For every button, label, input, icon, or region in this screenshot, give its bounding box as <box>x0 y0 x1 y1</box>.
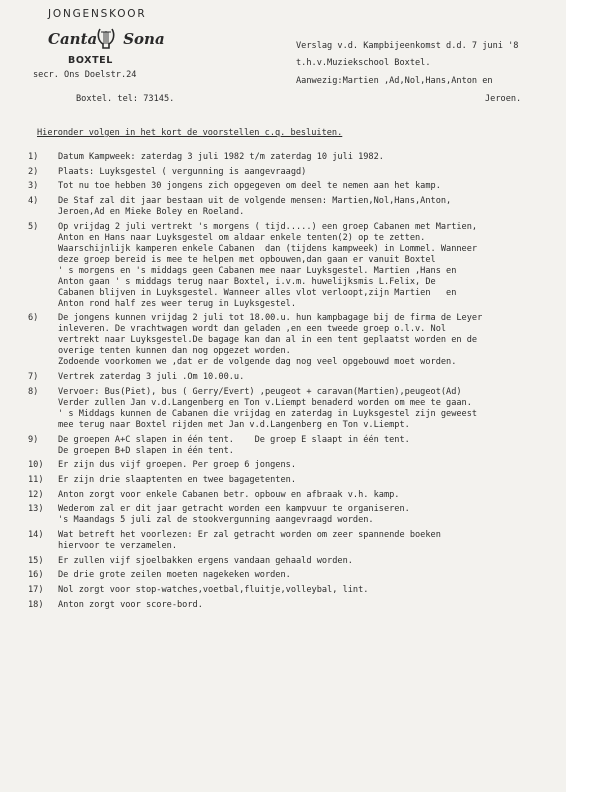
list-item <box>28 222 560 310</box>
item-line: Plaats: Luyksgestel ( vergunning is aangevraagd) <box>58 166 307 177</box>
list-item <box>28 530 560 552</box>
item-line: Wat betreft het voorlezen: Er zal getracht worden om zeer spannende boeken <box>58 529 441 540</box>
attendees-line: Aanwezig:Martien ,Ad,Nol,Hans,Anton en <box>296 76 493 86</box>
item-text <box>58 152 560 163</box>
secretary-address: secr. Ons Doelstr.24 <box>33 70 137 80</box>
item-line: Er zijn drie slaaptenten en twee bagagetenten. <box>58 474 296 485</box>
item-number: 13) <box>28 504 44 515</box>
item-text <box>58 181 560 192</box>
item-text <box>58 475 560 486</box>
item-number: 14) <box>28 529 44 540</box>
item-text <box>58 196 560 218</box>
item-number: 17) <box>28 585 44 595</box>
item-line: Wederom zal er dit jaar getracht worden een kampvuur te organiseren. <box>58 504 410 515</box>
item-number: 12) <box>28 489 44 500</box>
item-line: deze groep bereid is mee te helpen met opbouwen,dan gaan er vanuit Boxtel <box>58 254 436 265</box>
item-line: De Staf zal dit jaar bestaan uit de volgende mensen: Martien,Nol,Hans,Anton, <box>58 196 452 207</box>
list-item <box>28 556 560 567</box>
item-text <box>58 585 560 596</box>
list-item <box>28 167 560 178</box>
item-line: Anton rond half zes weer terug in Luyksgestel. <box>58 298 296 309</box>
list-item <box>28 313 560 368</box>
list-item <box>28 196 560 218</box>
item-number: 7) <box>28 372 39 383</box>
list-item <box>28 152 560 163</box>
phone-number: Boxtel. tel: 73145. <box>76 94 175 104</box>
list-item <box>28 504 560 526</box>
list-item <box>28 181 560 192</box>
item-line: Verder zullen Jan v.d.Langenberg en Ton v.Liempt benaderd worden om mee te gaan. <box>58 397 472 408</box>
item-number: 8) <box>28 386 39 397</box>
item-line: Anton zorgt voor score-bord. <box>58 599 203 610</box>
item-text <box>58 222 560 310</box>
item-text <box>58 600 560 611</box>
item-line: Zodoende voorkomen we ,dat er de volgende dag nog veel opgebouwd moet worden. <box>58 357 457 368</box>
item-line: Datum Kampweek: zaterdag 3 juli 1982 t/m zaterdag 10 juli 1982. <box>58 152 384 162</box>
item-text <box>58 372 560 383</box>
item-line: De groepen A+C slapen in één tent. De groep E slaapt in één tent. <box>58 434 410 445</box>
list-item <box>28 490 560 501</box>
attendees-continued: Jeroen. <box>485 94 522 104</box>
list-item <box>28 387 560 431</box>
report-location: t.h.v.Muziekschool Boxtel. <box>296 58 431 68</box>
list-item <box>28 585 560 596</box>
choir-name: JONGENSKOOR <box>48 8 147 20</box>
item-text <box>58 530 560 552</box>
item-text <box>58 490 560 501</box>
item-line: Nol zorgt voor stop-watches,voetbal,fluitje,volleybal, lint. <box>58 585 369 595</box>
item-text <box>58 570 560 581</box>
item-line: Anton gaan ' s middags terug naar Boxtel, i.v.m. huwelijksmis L.Felix, De <box>58 276 436 287</box>
item-number: 11) <box>28 474 44 485</box>
item-line: Waarschijnlijk kamperen enkele Cabanen dan (tijdens kampweek) in Lommel. Wanneer <box>58 243 478 254</box>
list-item <box>28 372 560 383</box>
item-number: 9) <box>28 434 39 445</box>
logo-word-canta: Canta <box>48 30 98 48</box>
item-line: Er zullen vijf sjoelbakken ergens vandaan gehaald worden. <box>58 555 353 566</box>
item-line: vertrekt naar Luyksgestel.De bagage kan dan al in een tent geplaatst worden en de <box>58 335 478 346</box>
list-item <box>28 435 560 457</box>
item-line: Tot nu toe hebben 30 jongens zich opgegeven om deel te nemen aan het kamp. <box>58 181 441 192</box>
item-line: Jeroen,Ad en Mieke Boley en Roeland. <box>58 207 245 218</box>
list-item <box>28 600 560 611</box>
list-item <box>28 475 560 486</box>
item-line: Er zijn dus vijf groepen. Per groep 6 jongens. <box>58 460 296 471</box>
item-text <box>58 460 560 471</box>
item-line: ' s Middags kunnen de Cabanen die vrijdag en zaterdag in Luyksgestel zijn geweest <box>58 408 478 419</box>
choir-city: BOXTEL <box>68 55 113 66</box>
item-text <box>58 167 560 178</box>
item-line: overige tenten kunnen dan nog opgezet worden. <box>58 346 291 357</box>
report-title: Verslag v.d. Kampbijeenkomst d.d. 7 juni '8 <box>296 41 519 51</box>
item-number: 6) <box>28 313 39 324</box>
logo-word-sona: Sona <box>123 30 165 48</box>
item-number: 4) <box>28 196 39 207</box>
list-item <box>28 460 560 471</box>
item-line: hiervoor te verzamelen. <box>58 540 177 551</box>
item-line: De groepen B+D slapen in één tent. <box>58 445 234 456</box>
item-line: Vertrek zaterdag 3 juli .Om 10.00.u. <box>58 372 245 383</box>
item-line: Op vrijdag 2 juli vertrekt 's morgens ( tijd.....) een groep Cabanen met Martien, <box>58 221 478 232</box>
list-item <box>28 570 560 581</box>
item-line: mee terug naar Boxtel rijden met Jan v.d.Langenberg en Ton v.Liempt. <box>58 419 410 430</box>
item-line: ' s morgens en 's middags geen Cabanen mee naar Luyksgestel. Martien ,Hans en <box>58 265 457 276</box>
lyre-icon <box>96 26 116 52</box>
item-number: 15) <box>28 555 44 566</box>
item-line: inleveren. De vrachtwagen wordt dan geladen ,en een tweede groep o.l.v. Nol <box>58 324 447 335</box>
item-line: 's Maandags 5 juli zal de stookvergunning aangevraagd worden. <box>58 515 374 526</box>
scan-margin <box>566 0 612 792</box>
item-line: Anton zorgt voor enkele Cabanen betr. opbouw en afbraak v.h. kamp. <box>58 489 400 500</box>
item-text <box>58 387 560 431</box>
item-number: 2) <box>28 166 39 177</box>
item-number: 10) <box>28 460 44 471</box>
item-number: 16) <box>28 570 44 581</box>
item-text <box>58 313 560 368</box>
item-number: 3) <box>28 181 39 192</box>
item-number: 5) <box>28 221 39 232</box>
item-text <box>58 504 560 526</box>
intro-heading: Hieronder volgen in het kort de voorstellen c.q. besluiten. <box>37 128 343 138</box>
item-text <box>58 435 560 457</box>
item-number: 18) <box>28 599 44 610</box>
item-line: Cabanen blijven in Luyksgestel. Wanneer alles vlot verloopt,zijn Martien en <box>58 287 457 298</box>
item-line: De jongens kunnen vrijdag 2 juli tot 18.00.u. hun kampbagage bij de firma de Leyer <box>58 313 483 324</box>
minutes-list <box>28 152 560 614</box>
item-number: 1) <box>28 152 39 162</box>
item-text <box>58 556 560 567</box>
item-line: Anton en Hans naar Luyksgestel om aldaar enkele tenten(2) op te zetten. <box>58 232 426 243</box>
item-line: De drie grote zeilen moeten nagekeken worden. <box>58 570 291 581</box>
item-line: Vervoer: Bus(Piet), bus ( Gerry/Evert) ,peugeot + caravan(Martien),peugeot(Ad) <box>58 386 462 397</box>
